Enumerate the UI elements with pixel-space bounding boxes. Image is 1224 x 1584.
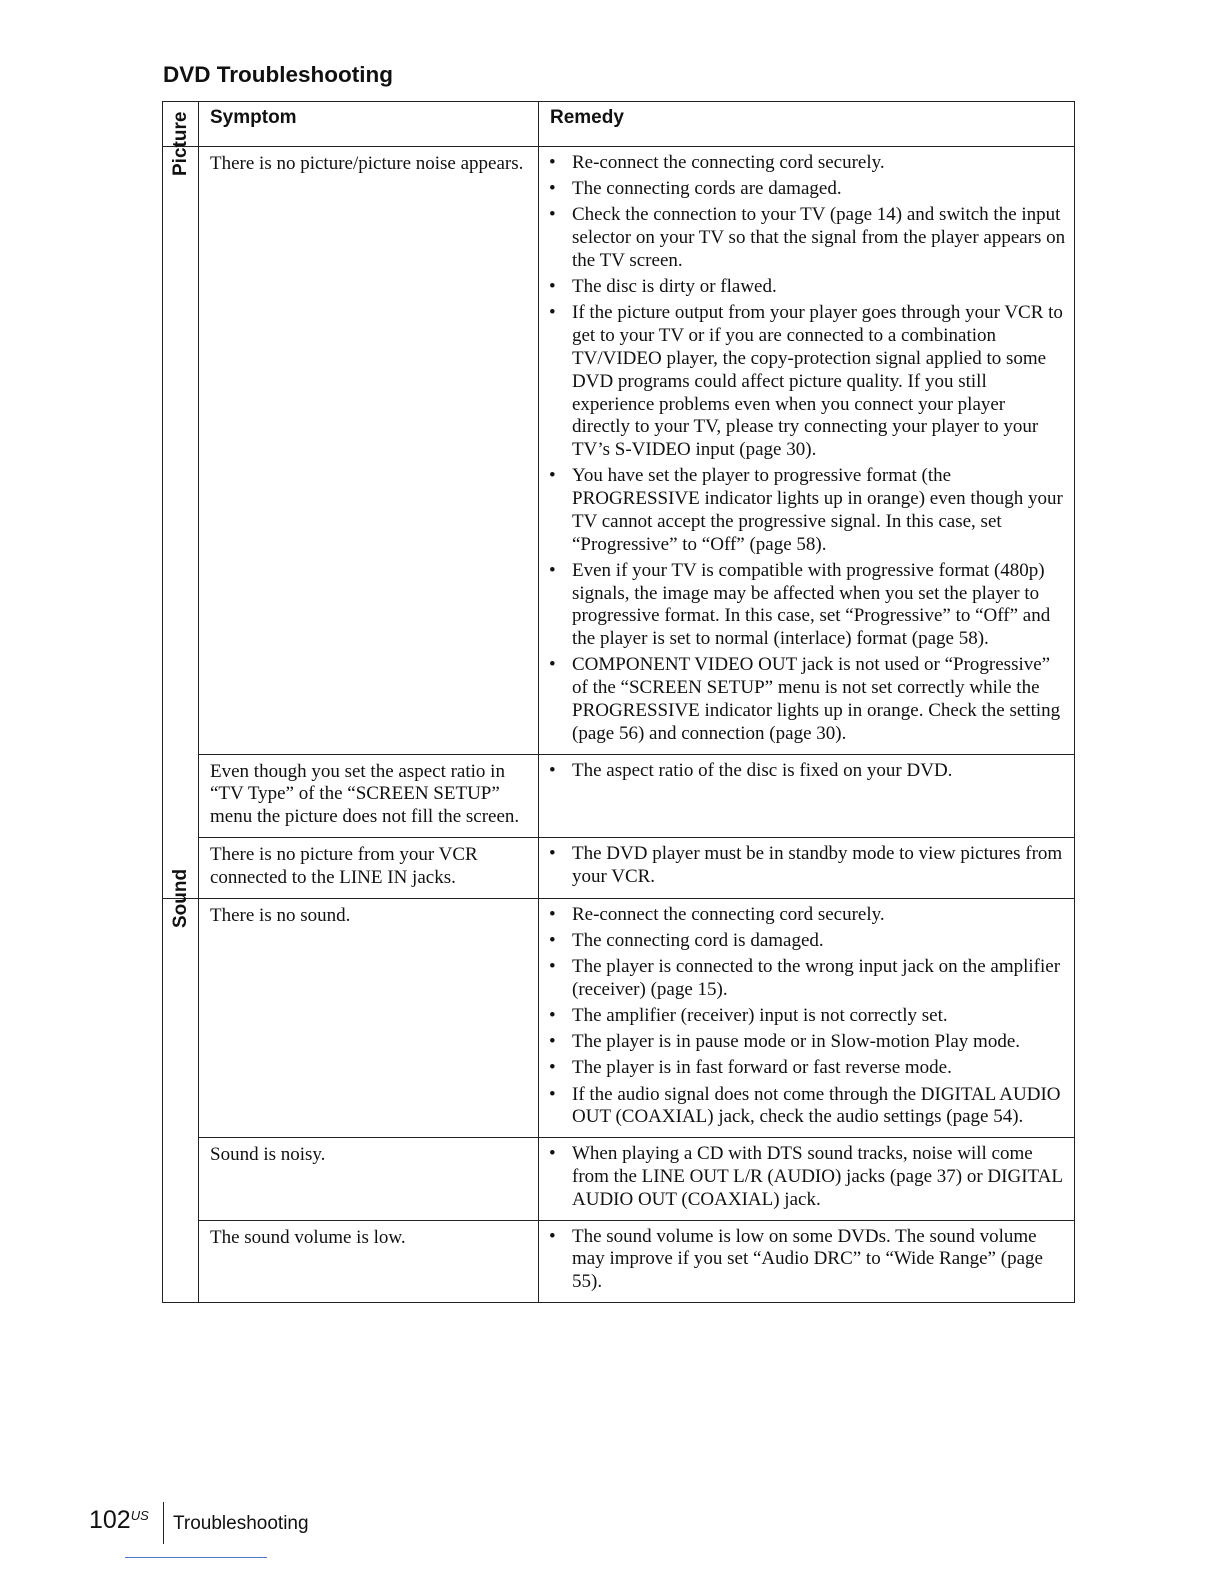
remedy-cell (539, 1220, 1075, 1302)
remedy-item: • The connecting cord is damaged. (549, 930, 1066, 953)
remedy-item: • If the audio signal does not come through the DIGITAL AUDIO OUT (COAXIAL) jack, check the audio settings (page 54). (549, 1084, 1066, 1130)
footer-section-title: Troubleshooting (173, 1513, 309, 1534)
remedy-cell (539, 838, 1075, 899)
symptom-cell: Even though you set the aspect ratio in “TV Type” of the “SCREEN SETUP” menu the picture does not fill the screen. (199, 754, 539, 837)
remedy-item: • You have set the player to progressive format (the PROGRESSIVE indicator lights up in orange) even though your TV cannot accept the progressive signal. In this case, set “Progressive” to “Off” (page 58). (549, 465, 1066, 556)
table-row (163, 1220, 1075, 1302)
remedy-item: • The amplifier (receiver) input is not correctly set. (549, 1005, 1066, 1028)
symptom-cell: There is no picture from your VCR connected to the LINE IN jacks. (199, 838, 539, 899)
remedy-item: • The player is in pause mode or in Slow-motion Play mode. (549, 1031, 1066, 1054)
page-number (89, 1506, 149, 1535)
remedy-cell (539, 754, 1075, 837)
remedy-list (549, 1143, 1066, 1211)
footer-divider (163, 1502, 164, 1544)
remedy-list (549, 152, 1066, 746)
remedy-item: • The sound volume is low on some DVDs. The sound volume may improve if you set “Audio DRC” to “Wide Range” (page 55). (549, 1226, 1066, 1294)
page-title: DVD Troubleshooting (163, 62, 393, 87)
category-label: Sound (170, 868, 191, 928)
remedy-item: • The player is in fast forward or fast reverse mode. (549, 1057, 1066, 1080)
category-label: Picture (170, 111, 191, 176)
remedy-item: • The player is connected to the wrong input jack on the amplifier (receiver) (page 15). (549, 956, 1066, 1002)
symptom-cell: There is no picture/picture noise appears. (199, 147, 539, 755)
category-cell-sound (163, 868, 199, 1302)
remedy-list (549, 843, 1066, 889)
remedy-cell (539, 1138, 1075, 1220)
remedy-item: • If the picture output from your player goes through your VCR to get to your TV or if you are connected to a combination TV/VIDEO player, the copy-protection signal applied to some DVD programs could affect picture quality. If you still experience problems even when you connect your player directly to your TV, please try connecting your player to your TV’s S-VIDEO input (page 30). (549, 302, 1066, 462)
symptom-cell: There is no sound. (199, 898, 539, 1138)
remedy-item: • The disc is dirty or flawed. (549, 276, 1066, 299)
table-header-row (163, 102, 1075, 147)
symptom-cell: The sound volume is low. (199, 1220, 539, 1302)
remedy-list (549, 904, 1066, 1130)
symptom-cell: Sound is noisy. (199, 1138, 539, 1220)
table-row (163, 1138, 1075, 1220)
remedy-item: • COMPONENT VIDEO OUT jack is not used or “Progressive” of the “SCREEN SETUP” menu is not set correctly while the PROGRESSIVE indicator lights up in orange. Check the setting (page 56) and connection (page 30). (549, 654, 1066, 745)
symptom-header: Symptom (199, 102, 539, 147)
remedy-item: • The DVD player must be in standby mode to view pictures from your VCR. (549, 843, 1066, 889)
table-row (163, 898, 1075, 1138)
troubleshooting-table (162, 101, 1075, 1303)
remedy-list (549, 1226, 1066, 1294)
remedy-item: • Re-connect the connecting cord securely. (549, 152, 1066, 175)
remedy-item: • Re-connect the connecting cord securely. (549, 904, 1066, 927)
remedy-item: • The aspect ratio of the disc is fixed on your DVD. (549, 760, 1066, 783)
table-row (163, 147, 1075, 755)
remedy-header: Remedy (539, 102, 1075, 147)
table-row (163, 754, 1075, 837)
category-cell-picture (163, 111, 199, 899)
remedy-cell (539, 147, 1075, 755)
remedy-item: • Even if your TV is compatible with progressive format (480p) signals, the image may be affected when you set the player to progressive format. In this case, set “Progressive” to “Off” and the player is set to normal (interlace) format (page 58). (549, 560, 1066, 651)
table-row (163, 838, 1075, 899)
page-number-value: 102 (89, 1506, 131, 1534)
page-suffix: US (130, 1508, 149, 1523)
remedy-item: • When playing a CD with DTS sound tracks, noise will come from the LINE OUT L/R (AUDIO) jacks (page 37) or DIGITAL AUDIO OUT (COAXIAL) jack. (549, 1143, 1066, 1211)
remedy-list (549, 760, 1066, 783)
remedy-item: • Check the connection to your TV (page 14) and switch the input selector on your TV so that the signal from the player appears on the TV screen. (549, 204, 1066, 272)
remedy-item: • The connecting cords are damaged. (549, 178, 1066, 201)
remedy-cell (539, 898, 1075, 1138)
footer-rule (125, 1557, 267, 1558)
